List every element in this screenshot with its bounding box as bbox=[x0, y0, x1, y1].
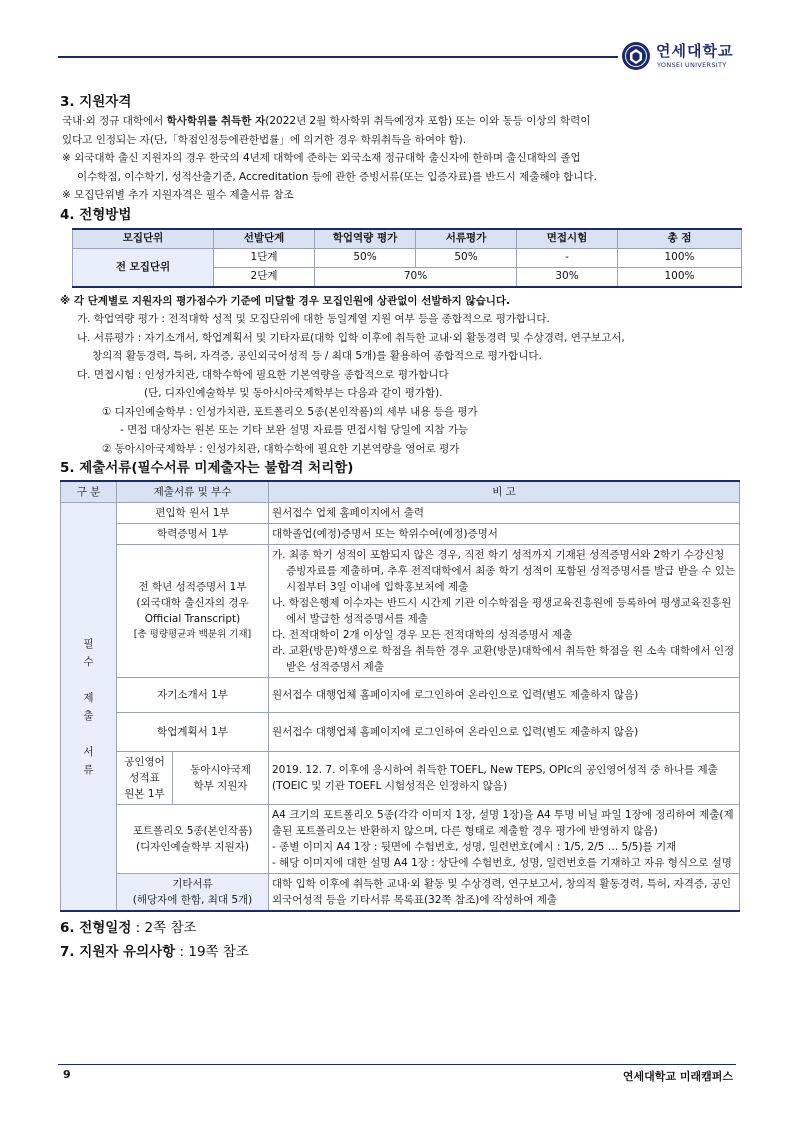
logo-english: YONSEI UNIVERSITY bbox=[657, 61, 727, 69]
logo-korean: 연세대학교 bbox=[656, 42, 734, 60]
university-logo bbox=[621, 38, 733, 74]
page-content bbox=[60, 92, 740, 962]
yonsei-seal-icon bbox=[621, 41, 651, 71]
stage-2-interview: 30% bbox=[517, 267, 618, 287]
doc-application: 편입학 원서 1부 bbox=[117, 503, 269, 524]
doc-portfolio-1: 포트폴리오 5종(본인작품) bbox=[132, 825, 253, 837]
note-transcript-ga: 가. 최종 학기 성적이 포함되지 않은 경우, 직전 학기 성적까지 기재된 성적증명서와 2학기 수강신청 증빙자료를 제출하며, 추후 전적대학에서 최종 학기 성적이 포함된 성적증명서를 발급 받을 수 있는 시점부터 3일 이내에 입학홍보처에 제출 bbox=[272, 549, 736, 593]
section-5-title: 5. 제출서류(필수서류 미제출자는 불합격 처리함) bbox=[60, 460, 354, 476]
section-6-ref: : 2쪽 참조 bbox=[131, 920, 197, 936]
s4-note: ※ 각 단계별로 지원자의 평가점수가 기준에 미달할 경우 모집인원에 상관없이 선발하지 않습니다. bbox=[60, 294, 510, 307]
section-6 bbox=[60, 918, 740, 938]
note-portfolio-1: A4 크기의 포트폴리오 5종(각각 이미지 1장, 설명 1장)을 A4 투명 비닐 파일 1장에 정리하여 제출(제출된 포트폴리오는 반환하지 않으며, 다른 형태로 제출할 경우 평가에 반영하지 않음) bbox=[272, 809, 734, 837]
note-english-score: 2019. 12. 7. 이후에 응시하여 취득한 TOEFL, New TEPS, OPIc의 공인영어성적 중 하나를 제출(TOEIC 및 기관 TOEFL 시험성적은 인정하지 않음) bbox=[269, 752, 740, 805]
note-study-plan: 원서접수 대행업체 홈페이지에 로그인하여 온라인으로 입력(별도 제출하지 않음) bbox=[269, 713, 740, 752]
table-row bbox=[61, 545, 740, 678]
category-cell: 필 수 제 출 서 류 bbox=[61, 503, 117, 912]
s4-na-1: 나. 서류평가 : 자기소개서, 학업계획서 및 기타자료(대학 입학 이후에 취득한 교내·외 활동경력 및 수상경력, 연구보고서, bbox=[77, 331, 625, 344]
s3-line-2: 있다고 인정되는 자(단,「학점인정등에관한법률」에 의거한 경우 학위취득을 하여야 함). bbox=[62, 133, 467, 146]
note-transcript-na: 나. 학점은행제 이수자는 반드시 시간제 기관 이수학점을 평생교육진흥원에 등록하여 평생교육진흥원에서 발급한 성적증명서를 제출 bbox=[272, 597, 732, 625]
table-header-row bbox=[61, 481, 740, 503]
header-rule bbox=[58, 56, 618, 58]
doc-other-1: 기타서류 bbox=[172, 878, 213, 890]
table-row bbox=[73, 248, 742, 267]
selection-table bbox=[72, 228, 742, 288]
doc-portfolio bbox=[117, 805, 269, 874]
stage-2-combined: 70% bbox=[315, 267, 517, 287]
s4-da-2: (단, 디자인예술학부 및 동아시아국제학부는 다음과 같이 평가함). bbox=[144, 387, 443, 399]
s4-c2: ② 동아시아국제학부 : 인성가치관, 대학수학에 필요한 기본역량을 영어로 평가 bbox=[102, 442, 460, 455]
note-self-intro: 원서접수 대행업체 홈페이지에 로그인하여 온라인으로 입력(별도 제출하지 않음) bbox=[269, 678, 740, 713]
page-number: 9 bbox=[63, 1068, 71, 1081]
note-portfolio-3: - 해당 이미지에 대한 설명 A4 1장 : 상단에 수험번호, 성명, 일련번호를 기재하고 자유 형식으로 설명 bbox=[272, 857, 732, 869]
s4-na-2: 창의적 활동경력, 특허, 자격증, 공인외국어성적 등 / 최대 5개)를 활용하여 종합적으로 평가합니다. bbox=[92, 350, 542, 362]
col-interview: 면접시험 bbox=[517, 229, 618, 249]
footer-campus: 연세대학교 미래캠퍼스 bbox=[622, 1070, 733, 1083]
doc-other bbox=[117, 874, 269, 912]
s4-c1b: - 면접 대상자는 원본 또는 기타 보완 설명 자료를 면접시험 당일에 지참 가능 bbox=[120, 424, 469, 436]
section-3-title: 3. 지원자격 bbox=[60, 94, 132, 110]
section-7 bbox=[60, 942, 740, 962]
table-row bbox=[61, 805, 740, 874]
note-portfolio-2: - 종별 이미지 A4 1장 : 뒷면에 수험번호, 성명, 일련번호(예시 : 1/5, 2/5 … 5/5)를 기재 bbox=[272, 841, 677, 853]
section-7-ref: : 19쪽 참조 bbox=[175, 944, 249, 960]
unit-cell: 전 모집단위 bbox=[73, 248, 214, 287]
s3-l1-bold: 학사학위를 취득한 자 bbox=[166, 115, 266, 127]
s3-line-3: ※ 외국대학 출신 지원자의 경우 한국의 4년제 대학에 준하는 외국소재 정규대학 출신자에 한하며 출신대학의 졸업 bbox=[62, 152, 581, 164]
table-row bbox=[61, 524, 740, 545]
doc-transcript-3: Official Transcript) bbox=[144, 613, 241, 625]
note-other: 대학 입학 이후에 취득한 교내·외 활동 및 수상경력, 연구보고서, 창의적 활동경력, 특허, 자격증, 공인외국어성적 등을 기타서류 목록표(32쪽 참조)에 작성하여 제출 bbox=[269, 874, 740, 912]
s3-l1-pre: 국내·외 정규 대학에서 bbox=[62, 115, 167, 127]
doc-study-plan: 학업계획서 1부 bbox=[117, 713, 269, 752]
col-category: 구 분 bbox=[61, 481, 117, 503]
s4-ga: 가. 학업역량 평가 : 전적대학 성적 및 모집단위에 대한 동일계열 지원 여부 등을 종합적으로 평가합니다. bbox=[77, 313, 550, 325]
doc-other-2: (해당자에 한함, 최대 5개) bbox=[132, 894, 253, 906]
table-row bbox=[61, 713, 740, 752]
col-stage: 선발단계 bbox=[214, 229, 315, 249]
section-4-title: 4. 전형방법 bbox=[60, 206, 132, 223]
col-total: 총 점 bbox=[618, 229, 742, 249]
section-7-title: 7. 지원자 유의사항 bbox=[60, 944, 176, 960]
footer-rule bbox=[58, 1064, 736, 1065]
stage-1-total: 100% bbox=[618, 248, 742, 267]
note-transcript bbox=[269, 545, 740, 678]
stage-1-interview: - bbox=[517, 248, 618, 267]
col-document: 서류평가 bbox=[416, 229, 517, 249]
table-row bbox=[61, 874, 740, 912]
note-degree: 대학졸업(예정)증명서 또는 학위수여(예정)증명서 bbox=[269, 524, 740, 545]
note-transcript-da: 다. 전적대학이 2개 이상일 경우 모든 전적대학의 성적증명서 제출 bbox=[272, 629, 573, 641]
stage-1-academic: 50% bbox=[315, 248, 416, 267]
col-unit: 모집단위 bbox=[73, 229, 214, 249]
doc-transcript bbox=[117, 545, 269, 678]
table-row bbox=[61, 503, 740, 524]
table-row bbox=[61, 678, 740, 713]
note-portfolio bbox=[269, 805, 740, 874]
col-academic: 학업역량 평가 bbox=[315, 229, 416, 249]
documents-table bbox=[60, 480, 740, 912]
table-header-row bbox=[73, 229, 742, 249]
note-transcript-ra: 라. 교환(방문)학생으로 학점을 취득한 경우 교환(방문)대학에서 취득한 학점을 원 소속 대학에서 인정받은 성적증명서 제출 bbox=[272, 645, 735, 673]
doc-transcript-2: (외국대학 출신자의 경우 bbox=[136, 597, 249, 609]
doc-self-intro: 자기소개서 1부 bbox=[117, 678, 269, 713]
doc-transcript-4: [총 평량평균과 백분위 기재] bbox=[133, 629, 252, 640]
s3-line-4: 이수학점, 이수학기, 성적산출기준, Accreditation 등에 관한 증빙서류(또는 입증자료)를 반드시 제출해야 합니다. bbox=[77, 170, 597, 183]
s3-line-1 bbox=[60, 112, 740, 131]
col-remarks: 비 고 bbox=[269, 481, 740, 503]
doc-english-score: 공인영어 성적표 원본 1부 bbox=[117, 752, 173, 805]
s4-c1: ① 디자인예술학부 : 인성가치관, 포트폴리오 5종(본인작품)의 세부 내용 등을 평가 bbox=[102, 405, 478, 418]
table-row bbox=[61, 752, 740, 805]
doc-english-target: 동아시아국제 학부 지원자 bbox=[173, 752, 269, 805]
section-6-title: 6. 전형일정 bbox=[60, 920, 132, 936]
stage-1: 1단계 bbox=[214, 248, 315, 267]
doc-degree: 학력증명서 1부 bbox=[117, 524, 269, 545]
stage-2: 2단계 bbox=[214, 267, 315, 287]
col-documents: 제출서류 및 부수 bbox=[117, 481, 269, 503]
stage-1-document: 50% bbox=[416, 248, 517, 267]
stage-2-total: 100% bbox=[618, 267, 742, 287]
s4-da-1: 다. 면접시험 : 인성가치관, 대학수학에 필요한 기본역량을 종합적으로 평가합니다 bbox=[77, 368, 449, 381]
s3-l1-post: (2022년 2월 학사학위 취득예정자 포함) 또는 이와 동등 이상의 학력이 bbox=[265, 115, 591, 127]
doc-transcript-1: 전 학년 성적증명서 1부 bbox=[138, 581, 247, 593]
s3-line-5: ※ 모집단위별 추가 지원자격은 필수 제출서류 참조 bbox=[62, 189, 294, 201]
note-application: 원서접수 업체 홈페이지에서 출력 bbox=[269, 503, 740, 524]
doc-portfolio-2: (디자인예술학부 지원자) bbox=[136, 841, 249, 853]
